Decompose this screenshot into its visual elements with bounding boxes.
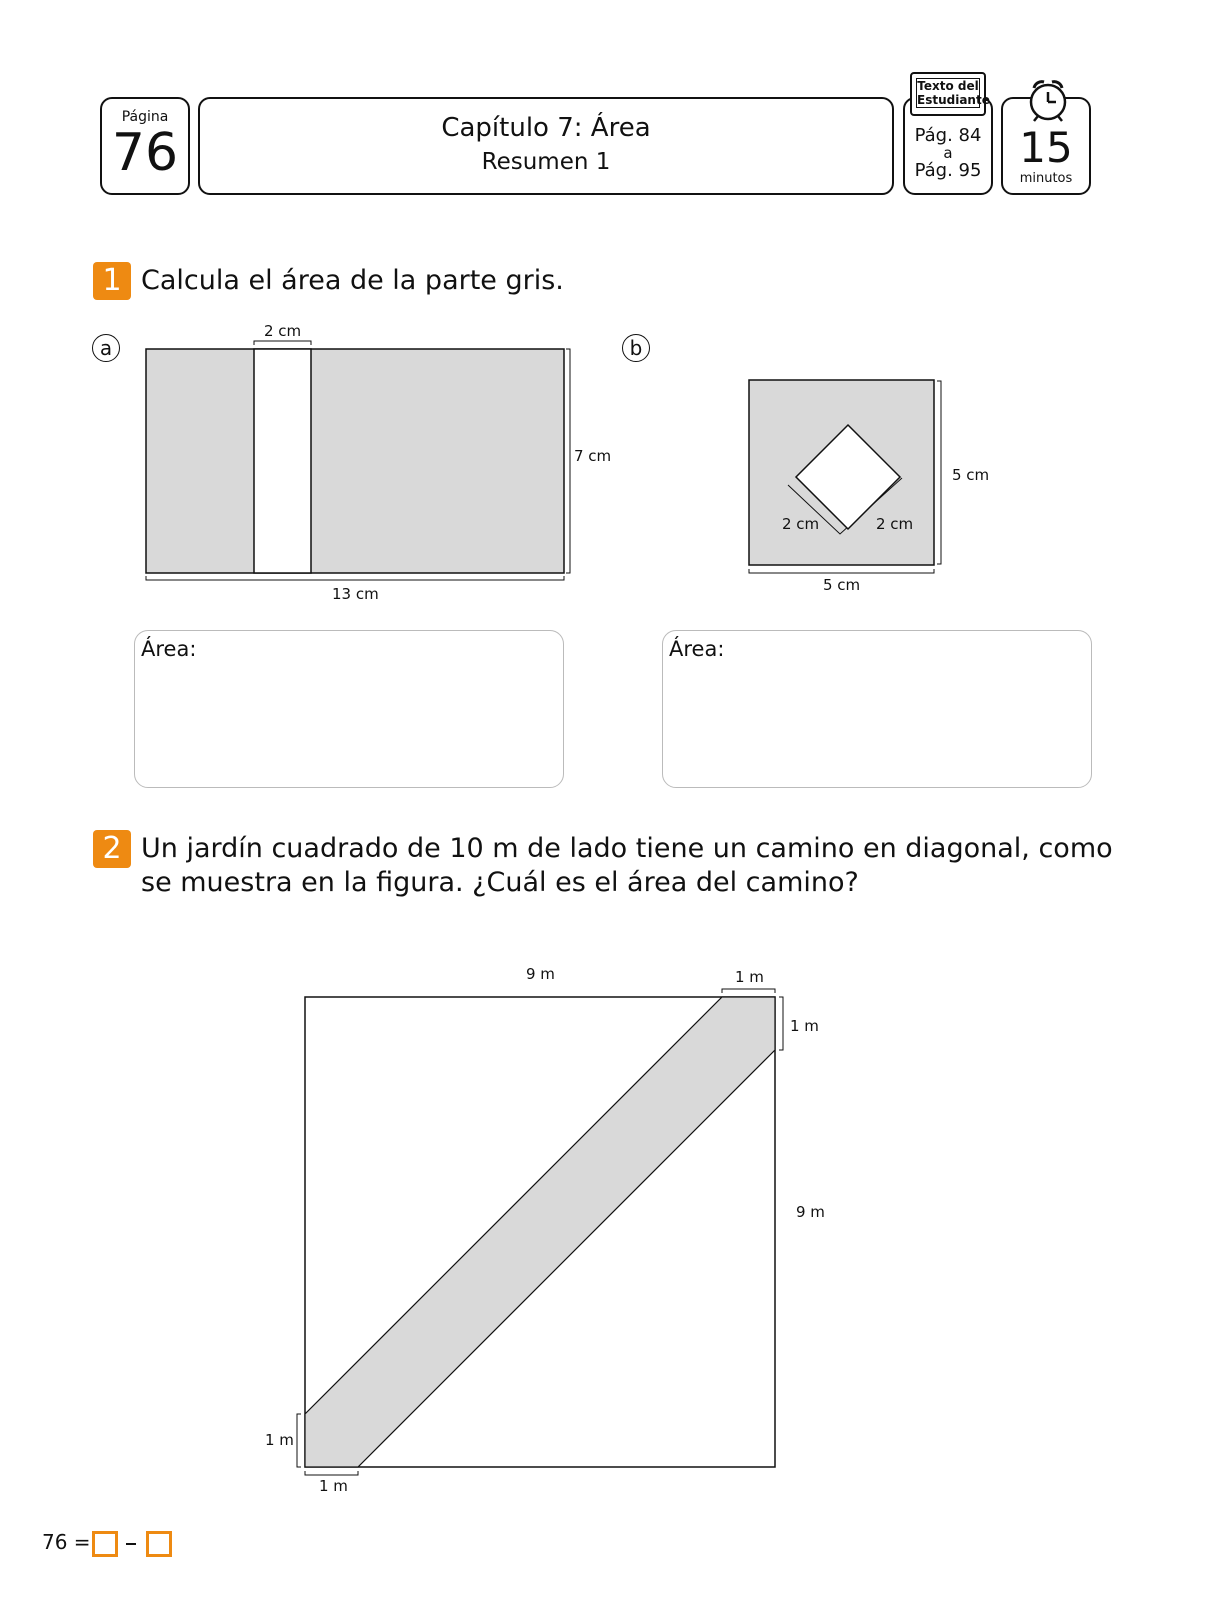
right-short-bracket bbox=[779, 997, 783, 1050]
page-label: Página bbox=[121, 109, 169, 125]
figure-b-inner-left: 2 cm bbox=[782, 515, 820, 533]
garden-top-long: 9 m bbox=[526, 965, 555, 983]
badge-line1: Texto del bbox=[917, 79, 979, 93]
garden-bottom-short: 1 m bbox=[319, 1477, 348, 1495]
exercise-1-prompt: Calcula el área de la parte gris. bbox=[141, 265, 564, 296]
answer-label-b: Área: bbox=[669, 637, 725, 661]
exercise-2-prompt-line1: Un jardín cuadrado de 10 m de lado tiene un camino en diagonal, como bbox=[141, 833, 1113, 864]
footer-box-right[interactable] bbox=[146, 1531, 172, 1557]
footer-box-left[interactable] bbox=[92, 1531, 118, 1557]
figure-a-height: 7 cm bbox=[574, 447, 612, 465]
page-number: 76 bbox=[111, 123, 179, 183]
garden-right-short: 1 m bbox=[790, 1017, 819, 1035]
exercise-2-prompt-line2: se muestra en la figura. ¿Cuál es el área del camino? bbox=[141, 867, 859, 898]
time-value: 15 bbox=[1019, 123, 1073, 172]
exercise-2-number: 2 bbox=[93, 830, 131, 868]
reference-to: Pág. 95 bbox=[914, 160, 982, 181]
figure-b-label: b bbox=[622, 334, 650, 362]
badge-line2: Estudiante bbox=[917, 93, 990, 107]
minus-sign bbox=[126, 1543, 136, 1545]
figure-b-side-right: 5 cm bbox=[952, 466, 990, 484]
figure-a-strip-width: 2 cm bbox=[264, 322, 302, 340]
garden-left-short: 1 m bbox=[265, 1431, 294, 1449]
time-unit: minutos bbox=[1019, 171, 1073, 186]
reference-connector: a bbox=[943, 144, 953, 162]
top-short-bracket bbox=[722, 989, 775, 993]
garden-right-long: 9 m bbox=[796, 1203, 825, 1221]
figure-a-width: 13 cm bbox=[332, 585, 379, 603]
exercise-1-number: 1 bbox=[93, 262, 131, 300]
figure-a-label: a bbox=[92, 334, 120, 362]
chapter-subtitle: Resumen 1 bbox=[481, 149, 611, 175]
figure-b-inner-right: 2 cm bbox=[876, 515, 914, 533]
chapter-title: Capítulo 7: Área bbox=[441, 113, 651, 143]
figure-b-side-bottom: 5 cm bbox=[823, 576, 861, 594]
bottom-short-bracket bbox=[305, 1471, 358, 1475]
answer-label-a: Área: bbox=[141, 637, 197, 661]
footer-equation: 76 = bbox=[42, 1530, 91, 1554]
garden-top-short: 1 m bbox=[735, 968, 764, 986]
left-short-bracket bbox=[297, 1414, 301, 1467]
reference-from: Pág. 84 bbox=[914, 125, 982, 146]
